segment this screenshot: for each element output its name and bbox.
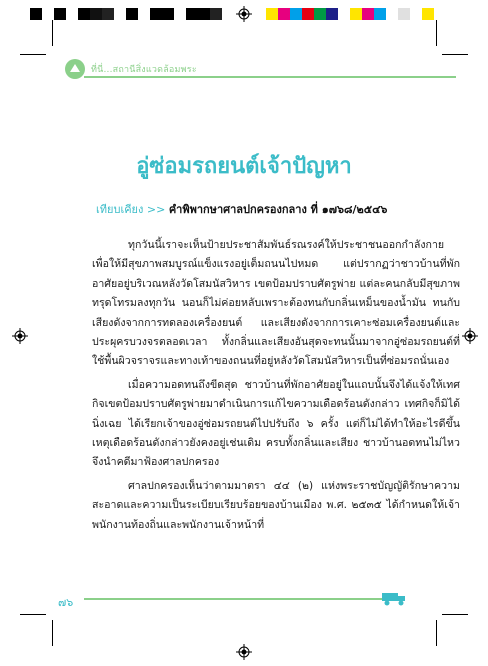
- paragraph: ศาลปกครองเห็นว่าตามมาตรา ๔๔ (๒) แห่งพระราชบัญญัติรักษาความสะอาดและความเป็นระเบียบเรียบร้อยของบ้านเมือง พ.ศ. ๒๕๓๕ ได้กำหนดให้เจ้าพนักงานท้องถิ่นและพนักงานเจ้าหน้าที่: [92, 479, 460, 531]
- header-logo-icon: [64, 58, 86, 80]
- grayscale-bar: [30, 8, 222, 20]
- crop-mark: [20, 614, 46, 615]
- article-body: [92, 236, 460, 539]
- crop-mark: [20, 54, 46, 55]
- registration-mark-icon: [12, 328, 28, 344]
- paragraph: ทุกวันนี้เราจะเห็นป้ายประชาสัมพันธ์รณรงค์ให้ประชาชนออกกำลังกาย เพื่อให้มีสุขภาพสมบูรณ์แข็งแรงอยู่เต็มถนนไปหมด แต่ปรากฏว่าชาวบ้านที่พักอาศัยอยู่บริเวณหลังวัดโสมนัสวิหาร เขตป้อมปราบศัตรูพ่าย แต่ละคนกลับมีสุขภาพทรุดโทรมลงทุกวัน นอนก็ไม่ค่อยหลับเพราะต้องทนกับกลิ่นเหม็นของน้ำมัน ทนกับเสียงดังจากการทดลองเครื่องยนต์ และเสียงดังจากการเคาะซ่อมเครื่องยนต์และประผุครบวงจรตลอดเวลา ทั้งกลิ่นและเสียงอันสุดจะทนนั้นมาจากอู่ซ่อมรถยนต์ที่ใช้พื้นผิวจราจรและทางเท้าของถนนที่อยู่หลังวัดโสมนัสวิหารเป็นที่ซ่อมรถนั่นเอง: [92, 239, 460, 368]
- registration-mark-icon: [236, 644, 252, 660]
- paragraph: เมื่อความอดทนถึงขีดสุด ชาวบ้านที่พักอาศัยอยู่ในแถบนั้นจึงได้แจ้งให้เทศกิจเขตป้อมปราบศัตรูพ่ายมาดำเนินการแก้ไขความเดือดร้อนดังกล่าว เทศกิจก็มิได้นิ่งเฉย ได้เรียกเจ้าของอู่ซ่อมรถยนต์ไปปรับถึง ๖ ครั้ง แต่ก็ไม่ได้ทำให้อะไรดีขึ้น เหตุเดือดร้อนดังกล่าวยังคงอยู่เช่นเดิม ครบทั้งกลิ่นและเสียง ชาวบ้านอดทนไม่ไหวจึงนำคดีมาฟ้องศาลปกครอง: [92, 378, 460, 469]
- header-section-label: ที่นี่...สถานีสิ่งแวดล้อมพระ: [91, 65, 197, 75]
- color-bar: [254, 8, 446, 20]
- registration-mark-icon: [462, 328, 478, 344]
- footer-truck-icon: [380, 587, 408, 607]
- crop-mark: [442, 54, 468, 55]
- article-title: อู่ซ่อมรถยนต์เจ้าปัญหา: [136, 154, 352, 179]
- case-reference: [96, 200, 456, 218]
- crop-mark: [52, 620, 53, 646]
- footer-rule: [84, 598, 384, 600]
- crop-mark: [436, 20, 437, 46]
- case-number: คำพิพากษาศาลปกครองกลาง ที่ ๑๗๖๘/๒๕๔๖: [168, 203, 388, 216]
- compare-keyword: เทียบเคียง >>: [96, 203, 166, 216]
- registration-mark-icon: [236, 6, 252, 22]
- crop-mark: [442, 614, 468, 615]
- page-number: ๗๖: [58, 596, 74, 609]
- header-rule: [84, 76, 456, 78]
- crop-mark: [52, 20, 53, 46]
- crop-mark: [436, 620, 437, 646]
